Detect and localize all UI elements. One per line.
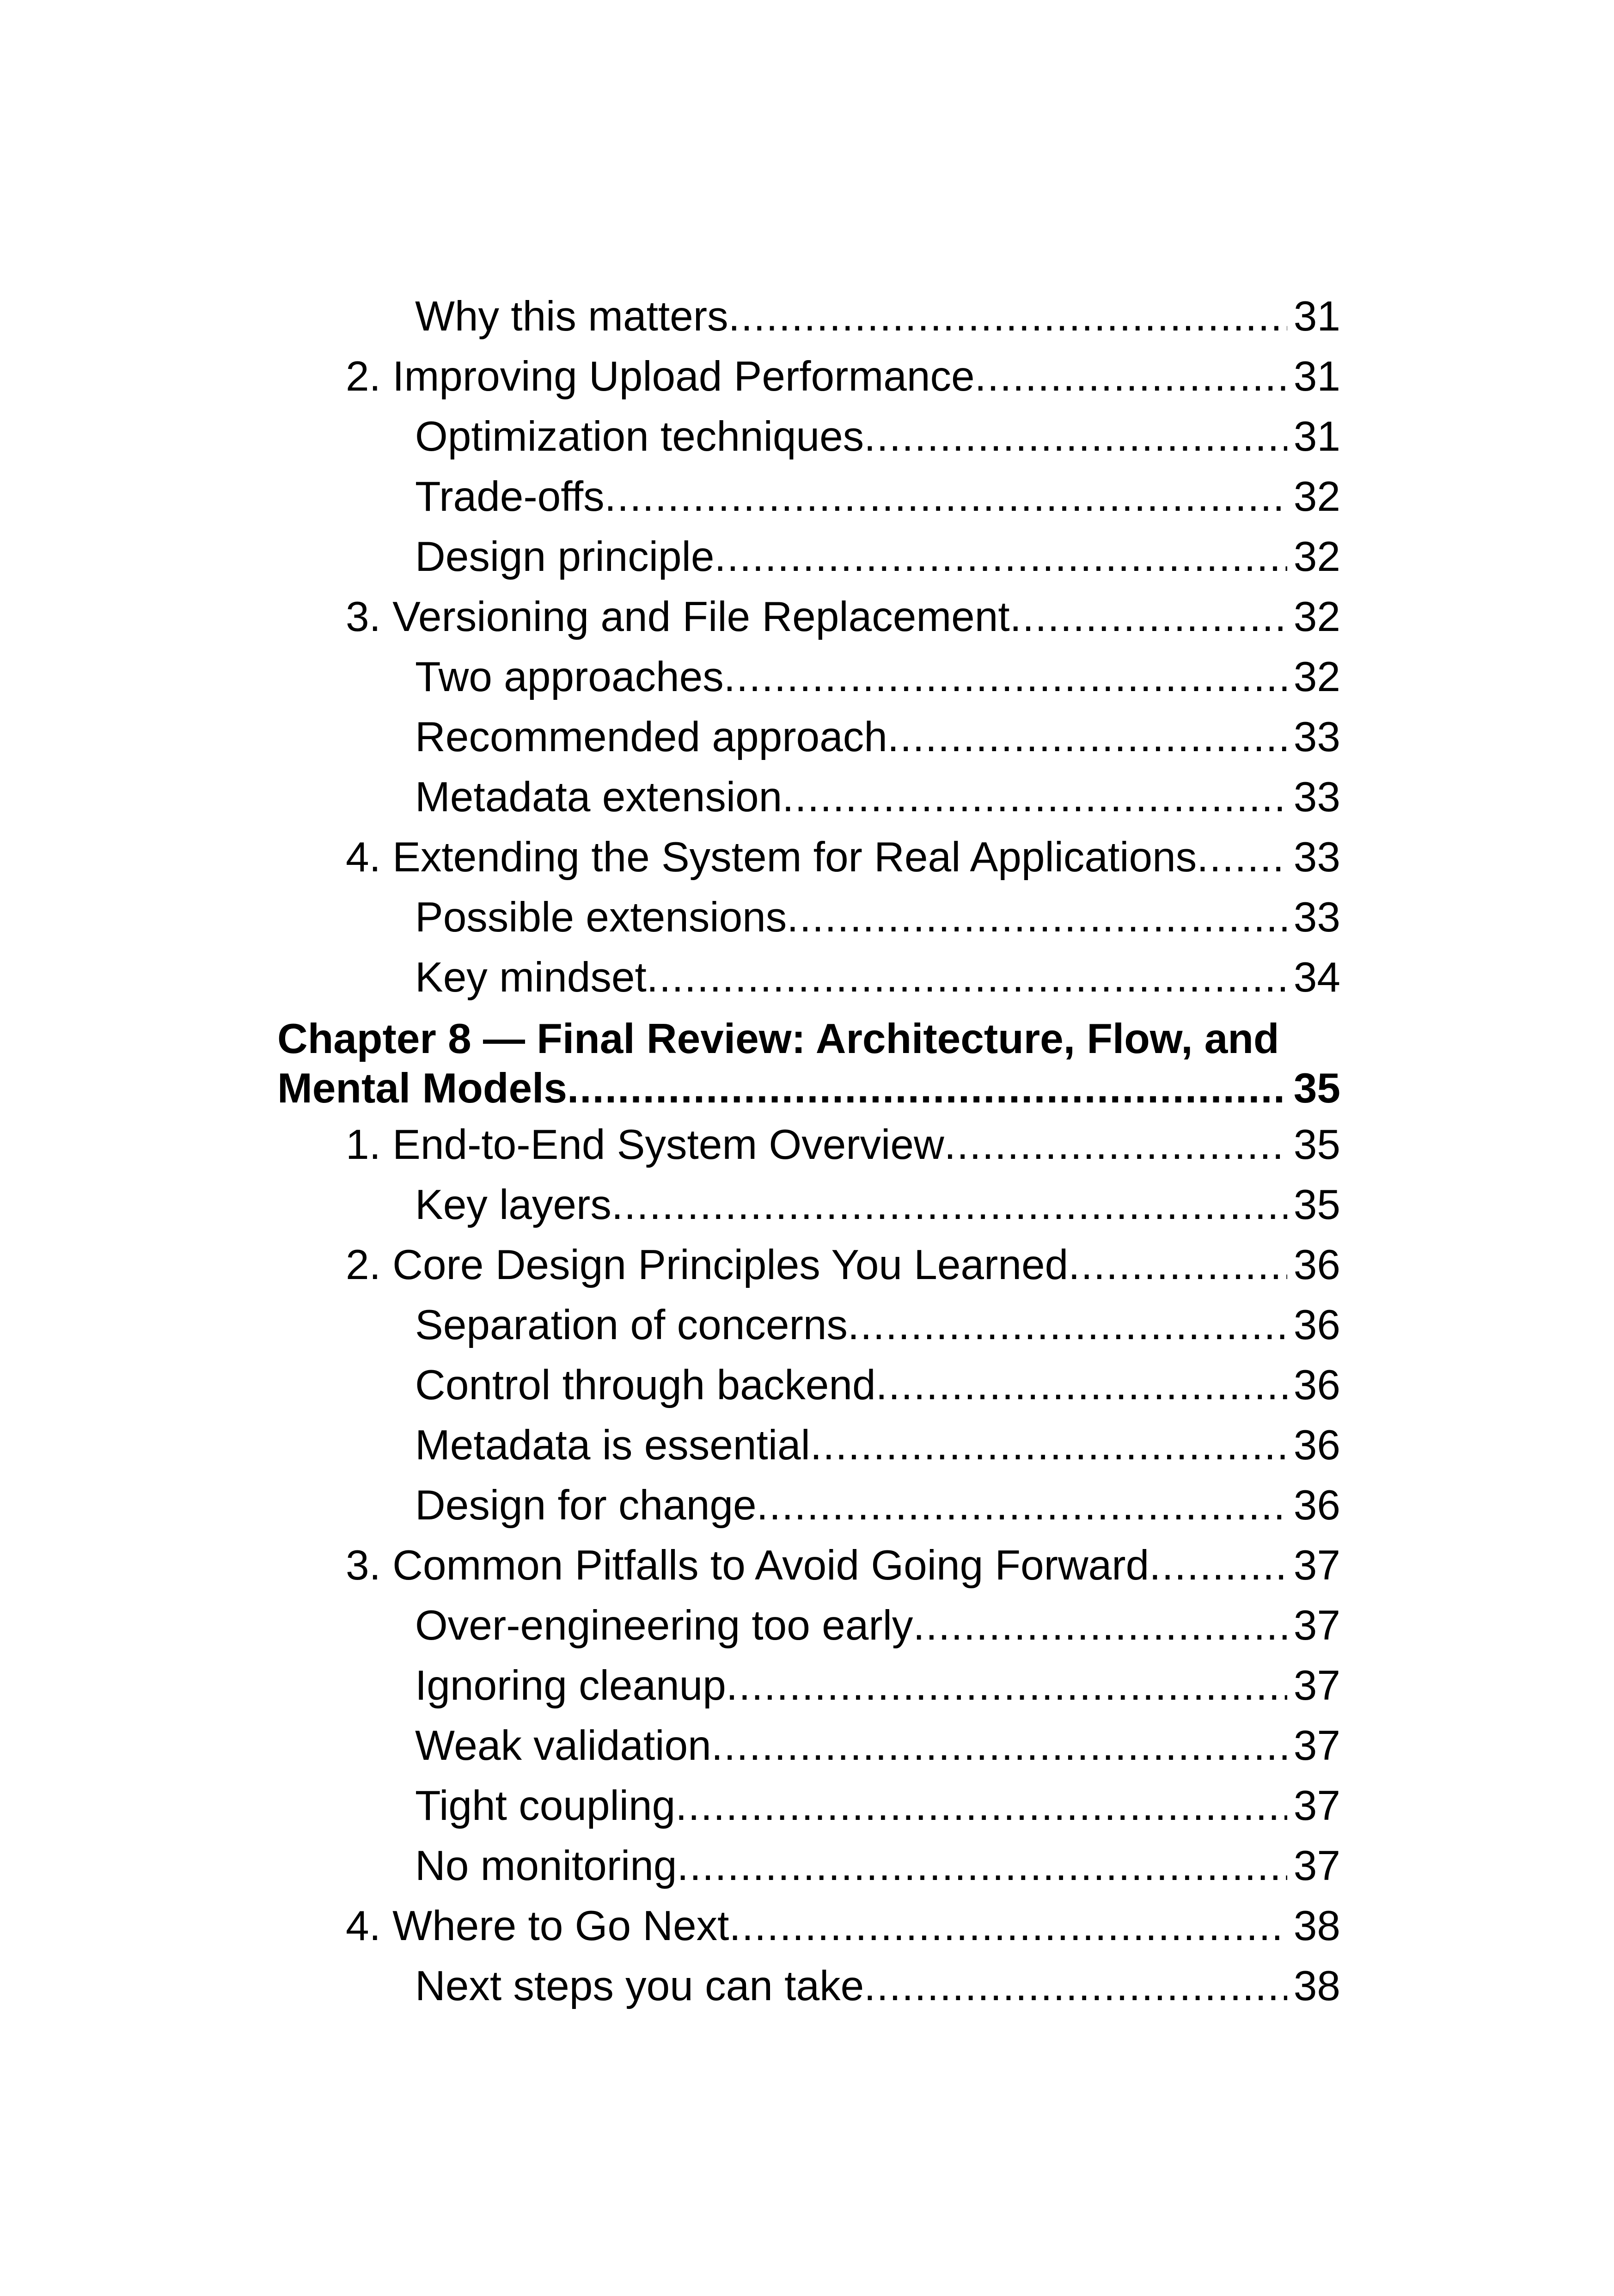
toc-page-number: 32 — [1293, 654, 1340, 700]
dot-leader — [714, 527, 1287, 587]
toc-entry-title: Metadata extension — [415, 774, 783, 820]
toc-entry-title: Optimization techniques — [415, 413, 864, 460]
toc-entry-title: Design for change — [415, 1482, 757, 1529]
toc-subsection-entry[interactable] — [277, 467, 1340, 527]
toc-entry-title: Two approaches — [415, 654, 724, 700]
toc-subsection-entry[interactable] — [277, 1355, 1340, 1415]
toc-entry-title: Design principle — [415, 533, 715, 580]
toc-entry-title: Key mindset — [415, 954, 647, 1001]
dot-leader — [864, 1956, 1287, 2016]
dot-leader — [1068, 1235, 1287, 1295]
toc-subsection-entry[interactable] — [277, 527, 1340, 587]
toc-page-number: 33 — [1293, 714, 1340, 760]
toc-section-entry[interactable] — [277, 1115, 1340, 1175]
toc-page-number: 32 — [1293, 594, 1340, 640]
toc-subsection-entry[interactable] — [277, 1956, 1340, 2016]
toc-page-number: 33 — [1293, 894, 1340, 941]
toc-subsection-entry[interactable] — [277, 948, 1340, 1008]
dot-leader — [864, 407, 1287, 467]
toc-subsection-entry[interactable] — [277, 407, 1340, 467]
toc-entry-title: Next steps you can take — [415, 1963, 864, 2009]
toc-entry-title: Control through backend — [415, 1362, 876, 1408]
dot-leader — [611, 1175, 1287, 1235]
dot-leader — [567, 1064, 1287, 1113]
toc-page-number: 37 — [1293, 1542, 1340, 1589]
dot-leader — [787, 888, 1287, 948]
toc-subsection-entry[interactable] — [277, 287, 1340, 347]
chapter-title-line1: Chapter 8 — Final Review: Architecture, Flow, and — [277, 1016, 1279, 1062]
toc-subsection-entry[interactable] — [277, 1295, 1340, 1355]
toc-page-number: 36 — [1293, 1422, 1340, 1469]
toc-page-number: 36 — [1293, 1482, 1340, 1529]
toc-entries-before-chapter — [277, 287, 1340, 1008]
toc-page-number: 37 — [1293, 1843, 1340, 1889]
toc-entry-title: 4. Extending the System for Real Applications — [346, 834, 1197, 881]
toc-page-number: 31 — [1293, 353, 1340, 400]
toc-page-number: 36 — [1293, 1362, 1340, 1408]
toc-page-number: 34 — [1293, 954, 1340, 1001]
toc-page-number: 35 — [1293, 1182, 1340, 1228]
dot-leader — [647, 948, 1287, 1008]
toc-entry-title: Over-engineering too early — [415, 1602, 913, 1649]
table-of-contents — [277, 287, 1340, 2016]
toc-page-number: 35 — [1293, 1121, 1340, 1168]
dot-leader — [1197, 827, 1287, 888]
toc-section-entry[interactable] — [277, 347, 1340, 407]
toc-entry-title: Separation of concerns — [415, 1302, 848, 1348]
chapter-heading[interactable] — [277, 1014, 1340, 1113]
dot-leader — [913, 1596, 1287, 1656]
toc-entry-title: Recommended approach — [415, 714, 887, 760]
dot-leader — [677, 1836, 1287, 1896]
toc-entry-title: Possible extensions — [415, 894, 787, 941]
toc-subsection-entry[interactable] — [277, 767, 1340, 827]
toc-entry-title: Tight coupling — [415, 1782, 676, 1829]
toc-subsection-entry[interactable] — [277, 1175, 1340, 1235]
dot-leader — [1149, 1536, 1287, 1596]
toc-section-entry[interactable] — [277, 1896, 1340, 1956]
toc-page-number: 31 — [1293, 413, 1340, 460]
toc-entry-title: 2. Improving Upload Performance — [346, 353, 975, 400]
toc-subsection-entry[interactable] — [277, 1836, 1340, 1896]
dot-leader — [675, 1776, 1287, 1836]
toc-subsection-entry[interactable] — [277, 1716, 1340, 1776]
toc-page-number: 37 — [1293, 1722, 1340, 1769]
dot-leader — [605, 467, 1287, 527]
chapter-page-number: 35 — [1293, 1065, 1340, 1112]
chapter-title-line2: Mental Models — [277, 1065, 567, 1112]
toc-entry-title: Trade-offs — [415, 473, 605, 520]
toc-section-entry[interactable] — [277, 587, 1340, 647]
toc-page-number: 38 — [1293, 1963, 1340, 2009]
toc-section-entry[interactable] — [277, 1536, 1340, 1596]
dot-leader — [726, 1656, 1287, 1716]
toc-page-number: 38 — [1293, 1903, 1340, 1949]
toc-entry-title: Weak validation — [415, 1722, 711, 1769]
toc-entry-title: No monitoring — [415, 1843, 677, 1889]
dot-leader — [848, 1295, 1287, 1355]
dot-leader — [724, 647, 1287, 707]
toc-subsection-entry[interactable] — [277, 707, 1340, 767]
toc-page-number: 37 — [1293, 1782, 1340, 1829]
toc-subsection-entry[interactable] — [277, 647, 1340, 707]
toc-entry-title: 3. Versioning and File Replacement — [346, 594, 1010, 640]
toc-page-number: 33 — [1293, 834, 1340, 881]
toc-entry-title: Ignoring cleanup — [415, 1662, 726, 1709]
dot-leader — [944, 1115, 1287, 1175]
dot-leader — [1010, 587, 1287, 647]
toc-page-number: 37 — [1293, 1662, 1340, 1709]
dot-leader — [728, 287, 1287, 347]
dot-leader — [810, 1415, 1287, 1476]
toc-page-number: 32 — [1293, 533, 1340, 580]
toc-entry-title: 2. Core Design Principles You Learned — [346, 1242, 1069, 1288]
toc-subsection-entry[interactable] — [277, 1415, 1340, 1476]
dot-leader — [887, 707, 1287, 767]
toc-entry-title: 1. End-to-End System Overview — [346, 1121, 944, 1168]
toc-page-number: 31 — [1293, 293, 1340, 340]
toc-section-entry[interactable] — [277, 827, 1340, 888]
toc-page-number: 33 — [1293, 774, 1340, 820]
dot-leader — [711, 1716, 1287, 1776]
dot-leader — [876, 1355, 1287, 1415]
toc-subsection-entry[interactable] — [277, 1476, 1340, 1536]
toc-entry-title: Key layers — [415, 1182, 611, 1228]
toc-subsection-entry[interactable] — [277, 1776, 1340, 1836]
toc-page-number: 36 — [1293, 1242, 1340, 1288]
toc-page-number: 36 — [1293, 1302, 1340, 1348]
toc-subsection-entry[interactable] — [277, 1596, 1340, 1656]
toc-subsection-entry[interactable] — [277, 1656, 1340, 1716]
dot-leader — [729, 1896, 1287, 1956]
toc-entry-title: Why this matters — [415, 293, 728, 340]
chapter-title-line2-entry — [277, 1064, 1340, 1113]
toc-subsection-entry[interactable] — [277, 888, 1340, 948]
dot-leader — [782, 767, 1287, 827]
toc-page-number: 32 — [1293, 473, 1340, 520]
dot-leader — [975, 347, 1287, 407]
toc-entry-title: 4. Where to Go Next — [346, 1903, 729, 1949]
toc-entries-after-chapter — [277, 1115, 1340, 2016]
toc-entry-title: 3. Common Pitfalls to Avoid Going Forward — [346, 1542, 1149, 1589]
toc-section-entry[interactable] — [277, 1235, 1340, 1295]
toc-page-number: 37 — [1293, 1602, 1340, 1649]
toc-entry-title: Metadata is essential — [415, 1422, 810, 1469]
dot-leader — [757, 1476, 1287, 1536]
